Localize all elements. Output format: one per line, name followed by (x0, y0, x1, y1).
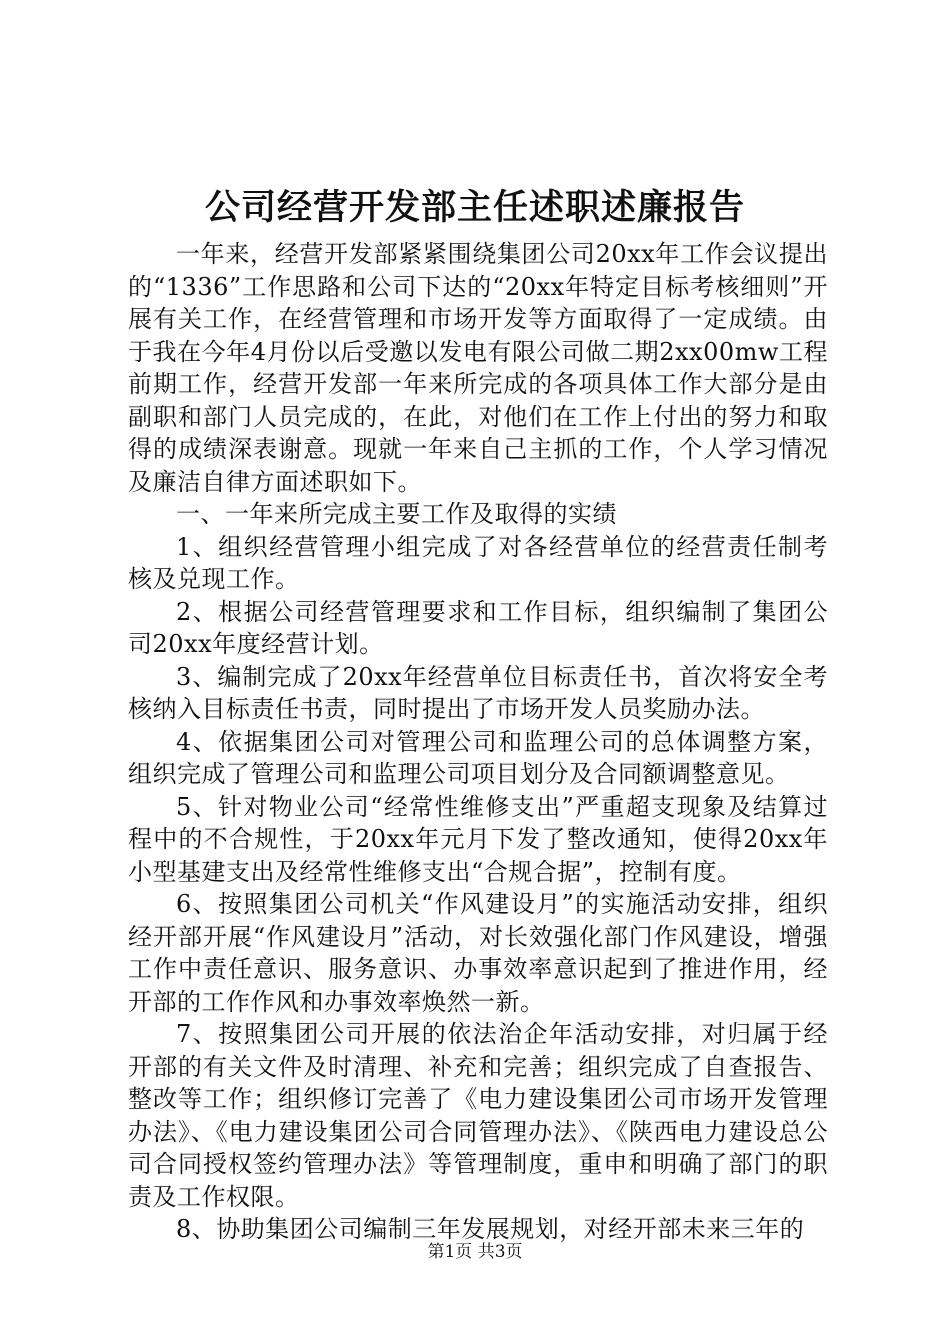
list-item-1: 1、组织经营管理小组完成了对各经营单位的经营责任制考核及兑现工作。 (128, 532, 828, 593)
list-item-8: 8、协助集团公司编制三年发展规划，对经开部未来三年的 (176, 1215, 805, 1243)
list-item-5: 5、针对物业公司“经常性维修支出”严重超支现象及结算过程中的不合规性，于20xx年元月下发了整改通知，使得20xx年小型基建支出及经常性维修支出“合规合据”，控制有度。 (128, 792, 828, 886)
document-title: 公司经营开发部主任述职述廉报告 (204, 187, 745, 228)
page-number-footer: 第1页 共3页 (427, 1242, 523, 1262)
list-item-7: 7、按照集团公司开展的依法治企年活动安排，对归属于经开部的有关文件及时清理、补充和完善；组织完成了自查报告、整改等工作；组织修订完善了《电力建设集团公司市场开发管理办法》、《电力建设集团公司合同管理办法》、《陕西电力建设总公司合同授权签约管理办法》等管理制度，重申和明确了部门的职责及工作权限。 (128, 1020, 828, 1211)
list-item-4: 4、依据集团公司对管理公司和监理公司的总体调整方案，组织完成了管理公司和监理公司项目划分及合同额调整意见。 (128, 727, 828, 788)
document-body (128, 238, 828, 1246)
paragraph-intro: 一年来，经营开发部紧紧围绕集团公司20xx年工作会议提出的“1336”工作思路和公司下达的“20xx年特定目标考核细则”开展有关工作，在经营管理和市场开发等方面取得了一定成绩。由于我在今年4月份以后受邀以发电有限公司做二期2xx00mw工程前期工作，经营开发部一年来所完成的各项具体工作大部分是由副职和部门人员完成的，在此，对他们在工作上付出的努力和取得的成绩深表谢意。现就一年来自己主抓的工作，个人学习情况及廉洁自律方面述职如下。 (128, 240, 828, 496)
list-item-2: 2、根据公司经营管理要求和工作目标，组织编制了集团公司20xx年度经营计划。 (128, 597, 828, 658)
list-item-6: 6、按照集团公司机关“作风建设月”的实施活动安排，组织经开部开展“作风建设月”活动，对长效强化部门作风建设，增强工作中责任意识、服务意识、办事效率意识起到了推进作用，经开部的工作作风和办事效率焕然一新。 (128, 890, 828, 1016)
list-item-3: 3、编制完成了20xx年经营单位目标责任书，首次将安全考核纳入目标责任书责，同时提出了市场开发人员奖励办法。 (128, 662, 828, 723)
section-heading: 一、一年来所完成主要工作及取得的实绩 (176, 500, 617, 528)
